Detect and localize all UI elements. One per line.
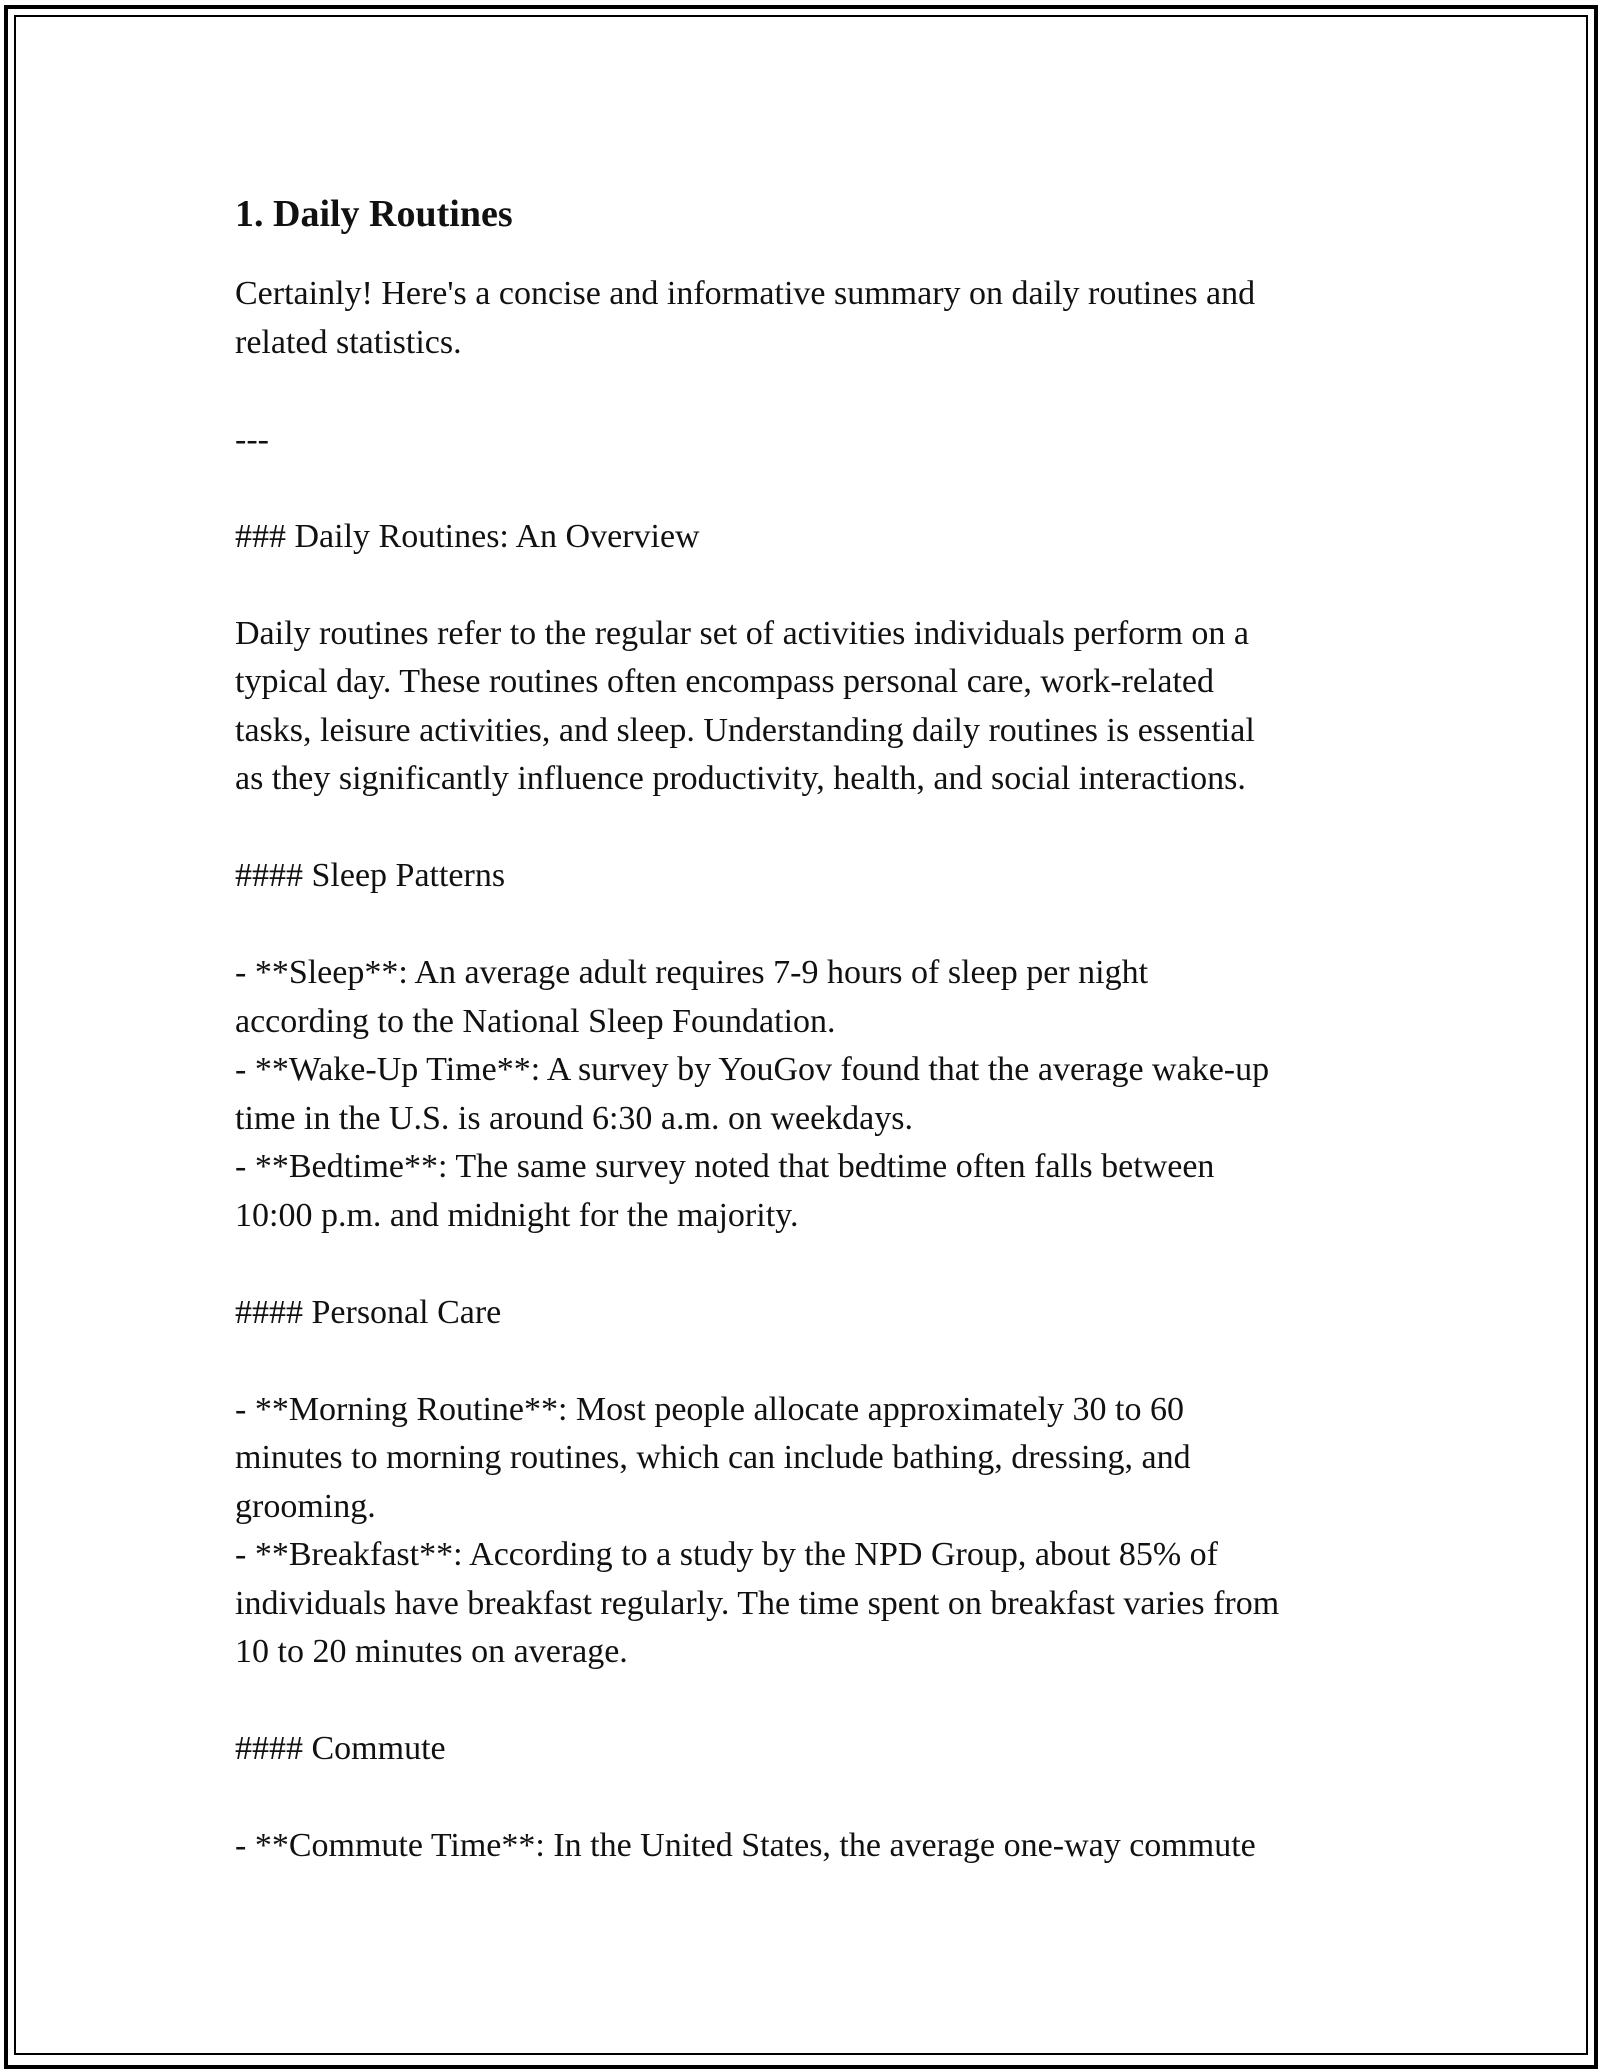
- text-line: typical day. These routines often encompass personal care, work-related: [235, 663, 1215, 700]
- text-line: as they significantly influence productivity, health, and social interactions.: [235, 760, 1246, 797]
- list-item-continuation: according to the National Sleep Foundation.: [235, 1002, 836, 1040]
- section-heading-overview: ### Daily Routines: An Overview: [235, 517, 700, 555]
- text-line: Certainly! Here's a concise and informative summary on daily routines and: [235, 275, 1256, 312]
- separator-line: ---: [235, 420, 269, 458]
- list-item: - **Sleep**: An average adult requires 7-9 hours of sleep per night: [235, 954, 1149, 991]
- blank-line: [235, 464, 1375, 513]
- blank-line: [235, 1677, 1375, 1726]
- blank-line: [235, 561, 1375, 610]
- page-title: 1. Daily Routines: [235, 193, 513, 235]
- text-line: tasks, leisure activities, and sleep. Understanding daily routines is essential: [235, 711, 1255, 749]
- text-line: related statistics.: [235, 323, 462, 361]
- list-item-continuation: 10 to 20 minutes on average.: [235, 1633, 628, 1670]
- blank-line: [235, 804, 1375, 853]
- list-item: - **Morning Routine**: Most people allocate approximately 30 to 60: [235, 1390, 1184, 1428]
- blank-line: [235, 367, 1375, 416]
- blank-line: [235, 901, 1375, 950]
- list-item: - **Bedtime**: The same survey noted that bedtime often falls between: [235, 1148, 1215, 1185]
- list-item: - **Breakfast**: According to a study by the NPD Group, about 85% of: [235, 1536, 1218, 1573]
- list-item: - **Commute Time**: In the United States, the average one-way commute: [235, 1827, 1256, 1864]
- list-item-continuation: 10:00 p.m. and midnight for the majority.: [235, 1196, 799, 1234]
- subsection-heading-personal-care: #### Personal Care: [235, 1293, 502, 1331]
- blank-line: [235, 1240, 1375, 1289]
- text-line: Daily routines refer to the regular set of activities individuals perform on a: [235, 614, 1250, 652]
- subsection-heading-commute: #### Commute: [235, 1730, 446, 1767]
- subsection-heading-sleep-patterns: #### Sleep Patterns: [235, 857, 506, 894]
- document-body: [235, 184, 1375, 1871]
- list-item-continuation: minutes to morning routines, which can include bathing, dressing, and: [235, 1439, 1191, 1476]
- list-item: - **Wake-Up Time**: A survey by YouGov found that the average wake-up: [235, 1051, 1270, 1088]
- list-item-continuation: grooming.: [235, 1487, 376, 1525]
- list-item-continuation: individuals have breakfast regularly. The time spent on breakfast varies from: [235, 1584, 1280, 1622]
- blank-line: [235, 1774, 1375, 1823]
- blank-line: [235, 1337, 1375, 1386]
- list-item-continuation: time in the U.S. is around 6:30 a.m. on weekdays.: [235, 1099, 914, 1137]
